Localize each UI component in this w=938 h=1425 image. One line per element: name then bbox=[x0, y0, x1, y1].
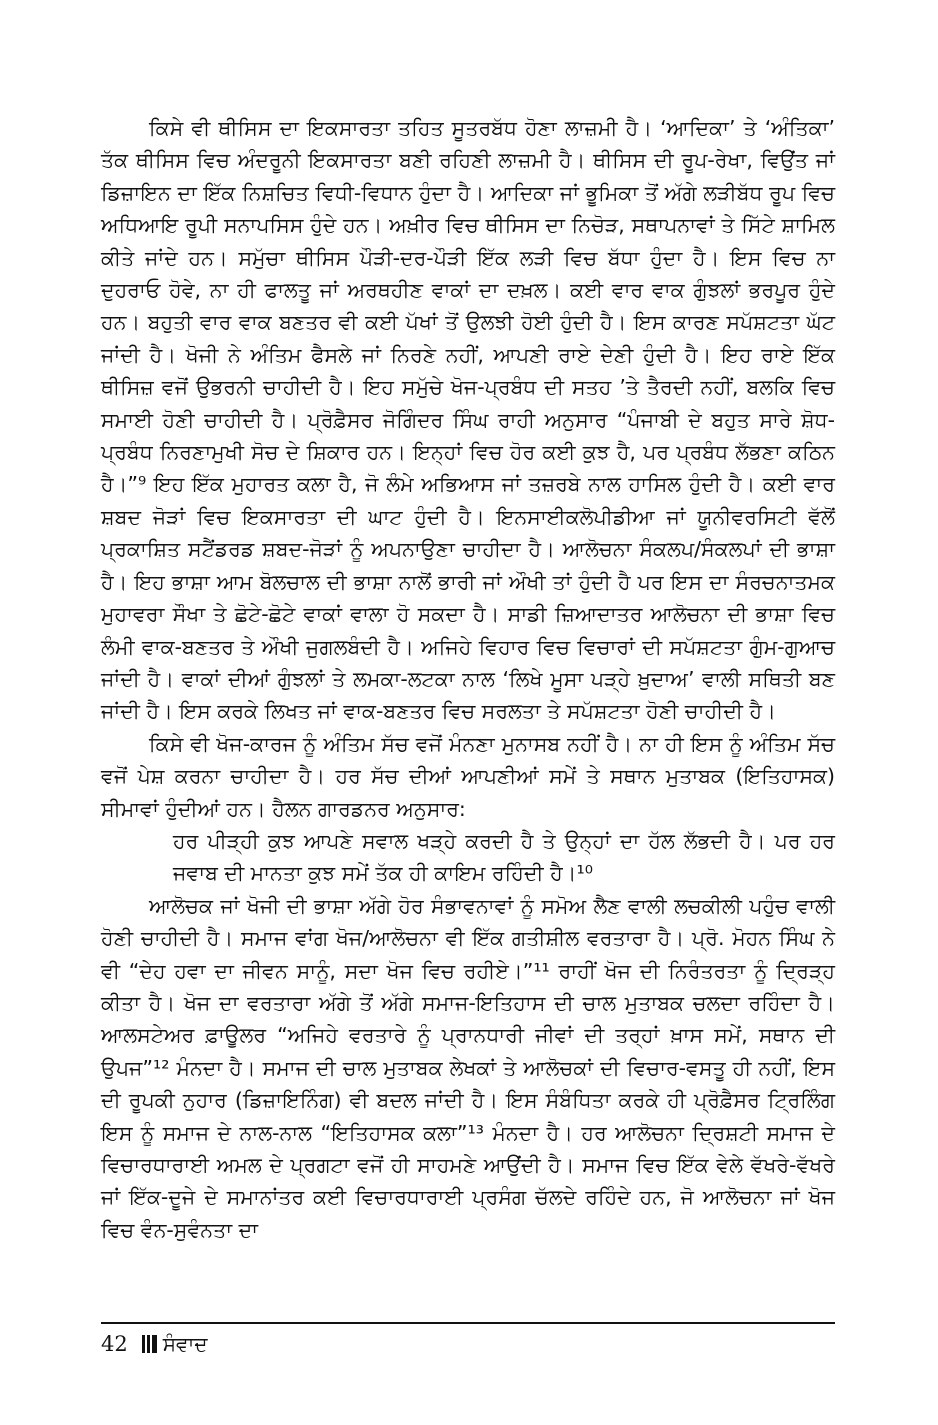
block-quote: ਹਰ ਪੀੜ੍ਹੀ ਕੁਝ ਆਪਣੇ ਸਵਾਲ ਖੜ੍ਹੇ ਕਰਦੀ ਹੈ ਤੇ ਉਨ੍ਹਾਂ ਦਾ ਹੱਲ ਲੱਭਦੀ ਹੈ। ਪਰ ਹਰ ਜਵਾਬ ਦੀ ਮਾਨਤਾ ਕੁਝ ਸਮੇਂ ਤੱਕ ਹੀ ਕਾਇਮ ਰਹਿੰਦੀ ਹੈ।¹⁰ bbox=[173, 828, 835, 886]
footer-rule bbox=[101, 1322, 835, 1324]
journal-title: ਸੰਵਾਦ bbox=[162, 1332, 208, 1356]
body-paragraph-1: ਕਿਸੇ ਵੀ ਥੀਸਿਸ ਦਾ ਇਕਸਾਰਤਾ ਤਹਿਤ ਸੂਤਰਬੱਧ ਹੋਣਾ ਲਾਜ਼ਮੀ ਹੈ। ‘ਆਦਿਕਾ’ ਤੇ ‘ਅੰਤਿਕਾ’ ਤੱਕ ਥੀਸਿਸ ਵਿਚ ਅੰਦਰੂਨੀ ਇਕਸਾਰਤਾ ਬਣੀ ਰਹਿਣੀ ਲਾਜ਼ਮੀ ਹੈ। ਥੀਸਿਸ ਦੀ ਰੂਪ-ਰੇਖਾ, ਵਿਉਂਤ ਜਾਂ ਡਿਜ਼ਾਇਨ ਦਾ ਇੱਕ ਨਿਸ਼ਚਿਤ ਵਿਧੀ-ਵਿਧਾਨ ਹੁੰਦਾ ਹੈ। ਆਦਿਕਾ ਜਾਂ ਭੂਮਿਕਾ ਤੋਂ ਅੱਗੇ ਲੜੀਬੱਧ ਰੂਪ ਵਿਚ ਅਧਿਆਇ ਰੂਪੀ ਸਨਾਪਸਿਸ ਹੁੰਦੇ ਹਨ। ਅਖ਼ੀਰ ਵਿਚ ਥੀਸਿਸ ਦਾ ਨਿਚੋੜ, ਸਥਾਪਨਾਵਾਂ ਤੇ ਸਿੱਟੇ ਸ਼ਾਮਿਲ ਕੀਤੇ ਜਾਂਦੇ ਹਨ। ਸਮੁੱਚਾ ਥੀਸਿਸ ਪੌੜੀ-ਦਰ-ਪੌੜੀ ਇੱਕ ਲੜੀ ਵਿਚ ਬੱਧਾ ਹੁੰਦਾ ਹੈ। ਇਸ ਵਿਚ ਨਾ ਦੁਹਰਾਓ ਹੋਵੇ, ਨਾ ਹੀ ਫਾਲਤੂ ਜਾਂ ਅਰਥਹੀਣ ਵਾਕਾਂ ਦਾ ਦਖ਼ਲ। ਕਈ ਵਾਰ ਵਾਕ ਗੁੰਝਲਾਂ ਭਰਪੂਰ ਹੁੰਦੇ ਹਨ। ਬਹੁਤੀ ਵਾਰ ਵਾਕ ਬਣਤਰ ਵੀ ਕਈ ਪੱਖਾਂ ਤੋਂ ਉਲਝੀ ਹੋਈ ਹੁੰਦੀ ਹੈ। ਇਸ ਕਾਰਣ ਸਪੱਸ਼ਟਤਾ ਘੱਟ ਜਾਂਦੀ ਹੈ। ਖੋਜੀ ਨੇ ਅੰਤਿਮ ਫੈਸਲੇ ਜਾਂ ਨਿਰਣੇ ਨਹੀਂ, ਆਪਣੀ ਰਾਏ ਦੇਣੀ ਹੁੰਦੀ ਹੈ। ਇਹ ਰਾਏ ਇੱਕ ਥੀਸਿਜ਼ ਵਜੋਂ ਉਭਰਨੀ ਚਾਹੀਦੀ ਹੈ। ਇਹ ਸਮੁੱਚੇ ਖੋਜ-ਪ੍ਰਬੰਧ ਦੀ ਸਤਹ ’ਤੇ ਤੈਰਦੀ ਨਹੀਂ, ਬਲਕਿ ਵਿਚ ਸਮਾਈ ਹੋਣੀ ਚਾਹੀਦੀ ਹੈ। ਪ੍ਰੋਫ਼ੈਸਰ ਜੋਗਿੰਦਰ ਸਿੰਘ ਰਾਹੀ ਅਨੁਸਾਰ “ਪੰਜਾਬੀ ਦੇ ਬਹੁਤ ਸਾਰੇ ਸ਼ੋਧ-ਪ੍ਰਬੰਧ ਨਿਰਣਾਮੁਖੀ ਸੋਚ ਦੇ ਸ਼ਿਕਾਰ ਹਨ। ਇਨ੍ਹਾਂ ਵਿਚ ਹੋਰ ਕਈ ਕੁਝ ਹੈ, ਪਰ ਪ੍ਰਬੰਧ ਲੱਭਣਾ ਕਠਿਨ ਹੈ।”⁹ ਇਹ ਇੱਕ ਮੁਹਾਰਤ ਕਲਾ ਹੈ, ਜੋ ਲੰਮੇ ਅਭਿਆਸ ਜਾਂ ਤਜ਼ਰਬੇ ਨਾਲ ਹਾਸਿਲ ਹੁੰਦੀ ਹੈ। ਕਈ ਵਾਰ ਸ਼ਬਦ ਜੋੜਾਂ ਵਿਚ ਇਕਸਾਰਤਾ ਦੀ ਘਾਟ ਹੁੰਦੀ ਹੈ। ਇਨਸਾਈਕਲੋਪੀਡੀਆ ਜਾਂ ਯੂਨੀਵਰਸਿਟੀ ਵੱਲੋਂ ਪ੍ਰਕਾਸ਼ਿਤ ਸਟੈਂਡਰਡ ਸ਼ਬਦ-ਜੋੜਾਂ ਨੂੰ ਅਪਨਾਉਣਾ ਚਾਹੀਦਾ ਹੈ। ਆਲੋਚਨਾ ਸੰਕਲਪ/ਸੰਕਲਪਾਂ ਦੀ ਭਾਸ਼ਾ ਹੈ। ਇਹ ਭਾਸ਼ਾ ਆਮ ਬੋਲਚਾਲ ਦੀ ਭਾਸ਼ਾ ਨਾਲੋਂ ਭਾਰੀ ਜਾਂ ਔਖੀ ਤਾਂ ਹੁੰਦੀ ਹੈ ਪਰ ਇਸ ਦਾ ਸੰਰਚਨਾਤਮਕ ਮੁਹਾਵਰਾ ਸੌਖਾ ਤੇ ਛੋਟੇ-ਛੋਟੇ ਵਾਕਾਂ ਵਾਲਾ ਹੋ ਸਕਦਾ ਹੈ। ਸਾਡੀ ਜ਼ਿਆਦਾਤਰ ਆਲੋਚਨਾ ਦੀ ਭਾਸ਼ਾ ਵਿਚ ਲੰਮੀ ਵਾਕ-ਬਣਤਰ ਤੇ ਔਖੀ ਜੁਗਲਬੰਦੀ ਹੈ। ਅਜਿਹੇ ਵਿਹਾਰ ਵਿਚ ਵਿਚਾਰਾਂ ਦੀ ਸਪੱਸ਼ਟਤਾ ਗੁੰਮ-ਗੁਆਚ ਜਾਂਦੀ ਹੈ। ਵਾਕਾਂ ਦੀਆਂ ਗੁੰਝਲਾਂ ਤੇ ਲਮਕਾ-ਲਟਕਾ ਨਾਲ ‘ਲਿਖੇ ਮੂਸਾ ਪੜ੍ਹੇ ਖ਼ੁਦਾਅ’ ਵਾਲੀ ਸਥਿਤੀ ਬਣ ਜਾਂਦੀ ਹੈ। ਇਸ ਕਰਕੇ ਲਿਖਤ ਜਾਂ ਵਾਕ-ਬਣਤਰ ਵਿਚ ਸਰਲਤਾ ਤੇ ਸਪੱਸ਼ਟਤਾ ਹੋਣੀ ਚਾਹੀਦੀ ਹੈ। bbox=[101, 116, 835, 724]
page-number: 42 bbox=[101, 1332, 128, 1356]
bars-logo-icon bbox=[142, 1335, 157, 1353]
body-paragraph-3: ਆਲੋਚਕ ਜਾਂ ਖੋਜੀ ਦੀ ਭਾਸ਼ਾ ਅੱਗੇ ਹੋਰ ਸੰਭਾਵਨਾਵਾਂ ਨੂੰ ਸਮੋਅ ਲੈਣ ਵਾਲੀ ਲਚਕੀਲੀ ਪਹੁੰਚ ਵਾਲੀ ਹੋਣੀ ਚਾਹੀਦੀ ਹੈ। ਸਮਾਜ ਵਾਂਗ ਖੋਜ/ਆਲੋਚਨਾ ਵੀ ਇੱਕ ਗਤੀਸ਼ੀਲ ਵਰਤਾਰਾ ਹੈ। ਪ੍ਰੋ. ਮੋਹਨ ਸਿੰਘ ਨੇ ਵੀ “ਦੇਹ ਹਵਾ ਦਾ ਜੀਵਨ ਸਾਨੂੰ, ਸਦਾ ਖੋਜ ਵਿਚ ਰਹੀਏ।”¹¹ ਰਾਹੀਂ ਖੋਜ ਦੀ ਨਿਰੰਤਰਤਾ ਨੂੰ ਦ੍ਰਿੜ੍ਹ ਕੀਤਾ ਹੈ। ਖੋਜ ਦਾ ਵਰਤਾਰਾ ਅੱਗੇ ਤੋਂ ਅੱਗੇ ਸਮਾਜ-ਇਤਿਹਾਸ ਦੀ ਚਾਲ ਮੁਤਾਬਕ ਚਲਦਾ ਰਹਿੰਦਾ ਹੈ। ਆਲਸਟੇਅਰ ਫ਼ਾਊਲਰ “ਅਜਿਹੇ ਵਰਤਾਰੇ ਨੂੰ ਪ੍ਰਾਨਧਾਰੀ ਜੀਵਾਂ ਦੀ ਤਰ੍ਹਾਂ ਖ਼ਾਸ ਸਮੇਂ, ਸਥਾਨ ਦੀ ਉਪਜ”¹² ਮੰਨਦਾ ਹੈ। ਸਮਾਜ ਦੀ ਚਾਲ ਮੁਤਾਬਕ ਲੇਖਕਾਂ ਤੇ ਆਲੋਚਕਾਂ ਦੀ ਵਿਚਾਰ-ਵਸਤੂ ਹੀ ਨਹੀਂ, ਇਸ ਦੀ ਰੂਪਕੀ ਨੁਹਾਰ (ਡਿਜ਼ਾਇਨਿੰਗ) ਵੀ ਬਦਲ ਜਾਂਦੀ ਹੈ। ਇਸ ਸੰਬੰਧਿਤਾ ਕਰਕੇ ਹੀ ਪ੍ਰੋਫ਼ੈਸਰ ਟ੍ਰਿਲਿੰਗ ਇਸ ਨੂੰ ਸਮਾਜ ਦੇ ਨਾਲ-ਨਾਲ “ਇਤਿਹਾਸਕ ਕਲਾ”¹³ ਮੰਨਦਾ ਹੈ। ਹਰ ਆਲੋਚਨਾ ਦ੍ਰਿਸ਼ਟੀ ਸਮਾਜ ਦੇ ਵਿਚਾਰਧਾਰਾਈ ਅਮਲ ਦੇ ਪ੍ਰਗਟਾ ਵਜੋਂ ਹੀ ਸਾਹਮਣੇ ਆਉਂਦੀ ਹੈ। ਸਮਾਜ ਵਿਚ ਇੱਕ ਵੇਲੇ ਵੱਖਰੇ-ਵੱਖਰੇ ਜਾਂ ਇੱਕ-ਦੂਜੇ ਦੇ ਸਮਾਨਾਂਤਰ ਕਈ ਵਿਚਾਰਧਾਰਾਈ ਪ੍ਰਸੰਗ ਚੱਲਦੇ ਰਹਿੰਦੇ ਹਨ, ਜੋ ਆਲੋਚਨਾ ਜਾਂ ਖੋਜ ਵਿਚ ਵੰਨ-ਸੁਵੰਨਤਾ ਦਾ bbox=[101, 893, 835, 1242]
page-footer bbox=[101, 1328, 208, 1360]
page-body bbox=[101, 112, 835, 1246]
body-paragraph-2: ਕਿਸੇ ਵੀ ਖੋਜ-ਕਾਰਜ ਨੂੰ ਅੰਤਿਮ ਸੱਚ ਵਜੋਂ ਮੰਨਣਾ ਮੁਨਾਸਬ ਨਹੀਂ ਹੈ। ਨਾ ਹੀ ਇਸ ਨੂੰ ਅੰਤਿਮ ਸੱਚ ਵਜੋਂ ਪੇਸ਼ ਕਰਨਾ ਚਾਹੀਦਾ ਹੈ। ਹਰ ਸੱਚ ਦੀਆਂ ਆਪਣੀਆਂ ਸਮੇਂ ਤੇ ਸਥਾਨ ਮੁਤਾਬਕ (ਇਤਿਹਾਸਕ) ਸੀਮਾਵਾਂ ਹੁੰਦੀਆਂ ਹਨ। ਹੈਲਨ ਗਾਰਡਨਰ ਅਨੁਸਾਰ: bbox=[101, 731, 835, 821]
